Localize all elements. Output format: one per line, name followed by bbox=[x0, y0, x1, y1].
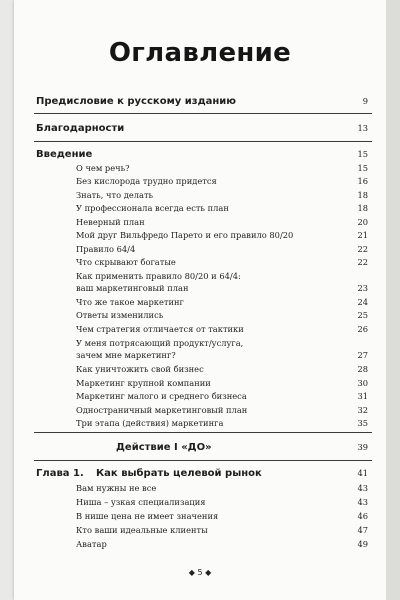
toc-entry-label: Без кислорода трудно придется bbox=[76, 176, 217, 186]
divider bbox=[34, 460, 372, 461]
toc-entry-page: 15 bbox=[357, 163, 368, 173]
toc-entry-label: ваш маркетинговый план bbox=[76, 283, 189, 293]
toc-entry-label: Благодарности bbox=[36, 123, 125, 134]
toc-entry-page: 18 bbox=[357, 203, 368, 213]
toc-entry-page: 9 bbox=[362, 96, 368, 106]
toc-entry-page: 43 bbox=[357, 497, 368, 507]
book-page bbox=[14, 0, 386, 600]
toc-entry-label: Предисловие к русскому изданию bbox=[36, 96, 237, 107]
divider bbox=[34, 432, 372, 433]
toc-entry-page: 39 bbox=[357, 442, 368, 452]
toc-entry-page: 13 bbox=[357, 123, 368, 133]
page-title: Оглавление bbox=[108, 38, 292, 68]
toc-entry-page: 21 bbox=[357, 230, 368, 240]
divider bbox=[34, 141, 372, 142]
toc-entry-label: Одностраничный маркетинговый план bbox=[76, 405, 248, 415]
toc-entry-page: 47 bbox=[357, 525, 368, 535]
toc-entry-label: Знать, что делать bbox=[76, 190, 154, 200]
toc-entry-label: Ниша – узкая специализация bbox=[76, 497, 206, 507]
toc-entry-page: 27 bbox=[357, 350, 368, 360]
toc-entry-label: Ответы изменились bbox=[76, 310, 164, 320]
chapter-number: Глава 1. bbox=[36, 468, 84, 479]
toc-entry-page: 25 bbox=[357, 310, 368, 320]
toc-entry-page: 24 bbox=[357, 297, 368, 307]
toc-entry-page: 35 bbox=[357, 418, 368, 428]
toc-entry-page: 41 bbox=[357, 468, 368, 478]
toc-entry-page: 23 bbox=[357, 283, 368, 293]
toc-entry-page: 31 bbox=[357, 391, 368, 401]
toc-entry-page: 30 bbox=[357, 378, 368, 388]
divider bbox=[34, 113, 372, 114]
toc-entry-label: Как применить правило 80/20 и 64/4: bbox=[76, 271, 241, 281]
toc-entry-label: Аватар bbox=[76, 539, 107, 549]
toc-entry-page: 49 bbox=[357, 539, 368, 549]
toc-entry-label: Правило 64/4 bbox=[76, 244, 136, 254]
toc-entry-label: У меня потрясающий продукт/услуга, bbox=[76, 338, 244, 348]
table-of-contents bbox=[14, 0, 386, 600]
toc-entry-label: Мой друг Вильфредо Парето и его правило 80/20 bbox=[76, 230, 294, 240]
toc-entry-label: Введение bbox=[36, 149, 93, 160]
toc-entry-page: 26 bbox=[357, 324, 368, 334]
toc-entry-page: 22 bbox=[357, 244, 368, 254]
toc-entry-page: 32 bbox=[357, 405, 368, 415]
toc-entry-label: У профессионала всегда есть план bbox=[76, 203, 229, 213]
page-number-footer: ◆ 5 ◆ bbox=[188, 568, 212, 577]
toc-entry-label: Чем стратегия отличается от тактики bbox=[76, 324, 244, 334]
toc-entry-page: 22 bbox=[357, 257, 368, 267]
toc-entry-label: В нише цена не имеет значения bbox=[76, 511, 219, 521]
toc-entry-page: 46 bbox=[357, 511, 368, 521]
toc-entry-label: Как выбрать целевой рынок bbox=[96, 468, 262, 479]
toc-entry-label: Что скрывают богатые bbox=[76, 257, 176, 267]
toc-entry-label: Кто ваши идеальные клиенты bbox=[76, 525, 208, 535]
toc-entry-page: 28 bbox=[357, 364, 368, 374]
toc-entry-page: 16 bbox=[357, 176, 368, 186]
toc-entry-label: Действие I «ДО» bbox=[116, 442, 212, 453]
toc-entry-label: Маркетинг малого и среднего бизнеса bbox=[76, 391, 247, 401]
toc-entry-label: Вам нужны не все bbox=[76, 483, 157, 493]
toc-entry-label: зачем мне маркетинг? bbox=[76, 350, 176, 360]
toc-entry-label: О чем речь? bbox=[76, 163, 130, 173]
page-edge bbox=[386, 0, 400, 600]
toc-entry-page: 20 bbox=[357, 217, 368, 227]
toc-entry-label: Маркетинг крупной компании bbox=[76, 378, 211, 388]
toc-entry-label: Что же такое маркетинг bbox=[76, 297, 184, 307]
toc-entry-label: Неверный план bbox=[76, 217, 145, 227]
toc-entry-page: 18 bbox=[357, 190, 368, 200]
toc-entry-label: Как уничтожить свой бизнес bbox=[76, 364, 204, 374]
toc-entry-page: 43 bbox=[357, 483, 368, 493]
toc-entry-page: 15 bbox=[357, 149, 368, 159]
toc-entry-label: Три этапа (действия) маркетинга bbox=[76, 418, 224, 428]
